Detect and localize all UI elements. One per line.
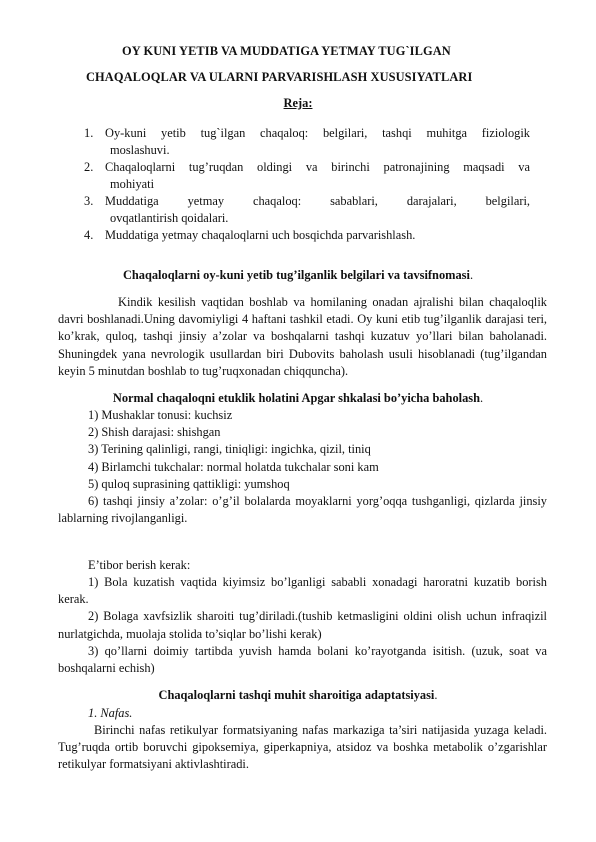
- plan-item: [84, 125, 530, 159]
- attention-label: E’tibor berish kerak:: [88, 558, 191, 572]
- apgar-criterion: 1) Mushaklar tonusi: kuchsiz: [88, 408, 233, 422]
- section-heading-adaptation: Chaqaloqlarni tashqi muhit sharoitiga adaptatsiyasi.: [158, 688, 438, 702]
- plan-item-text: Muddatiga yetmay chaqaloqlarni uch bosqichda parvarishlash.: [105, 228, 416, 242]
- apgar-criterion: 3) Terining qalinligi, rangi, tiniqligi: ingichka, qizil, tiniq: [88, 442, 371, 457]
- document-title-line-2: CHAQALOQLAR VA ULARNI PARVARISHLASH XUSUSIYATLARI: [86, 70, 473, 84]
- attention-item: 2) Bolaga xavfsizlik sharoiti tug’diriladi.(tushib ketmasligini oldini olish uchun infraqizil nurlatgichda, muolaja stolida to’siqlar bo’lishi kerak): [58, 609, 547, 641]
- document-title-line-1: OY KUNI YETIB VA MUDDATIGA YETMAY TUG`ILGAN: [122, 44, 451, 58]
- plan-list: [84, 125, 530, 244]
- plan-item-text: Chaqaloqlarni tug’ruqdan oldingi va birinchi patronajining maqsadi va: [105, 160, 530, 174]
- section-heading-signs: Chaqaloqlarni oy-kuni yetib tug’ilganlik belgilari va tavsifnomasi.: [122, 268, 474, 282]
- section-heading-text: Normal chaqaloqni etuklik holatini Apgar shkalasi bo’yicha baholash: [112, 391, 480, 405]
- plan-item-number: 1.: [84, 126, 94, 140]
- apgar-criterion: 2) Shish darajasi: shishgan: [88, 425, 221, 440]
- paragraph-neonatal-period: Kindik kesilish vaqtidan boshlab va homilaning onadan ajralishi bilan chaqaloqlik davri boshlanadi.Uning davomiyligi 4 haftani tashkil etadi. Oy kuni etib tug’ilganlik darajasi teri, ko’krak, quloq, tashqi jinsiy a’zolar va boshqalarni tashqi kuzatuv yo’llari bilan baholanadi. Shuningdek yana nevrologik usullardan biri Dubovits baholash usuli hisoblanadi (tug’ilgandan keyin 5 minutdan boshlab to tug’ruqxonadan chiqquncha).: [58, 295, 547, 378]
- attention-list: [58, 574, 547, 677]
- plan-item-text: Muddatiga yetmay chaqaloq: sabablari, darajalari, belgilari,: [105, 194, 530, 208]
- apgar-criteria-list: [58, 407, 547, 527]
- section-heading-text: Chaqaloqlarni tashqi muhit sharoitiga adaptatsiyasi: [158, 688, 435, 702]
- plan-item: [84, 193, 530, 227]
- section-heading-apgar: Normal chaqaloqni etuklik holatini Apgar shkalasi bo’yicha baholash.: [112, 391, 484, 405]
- plan-item: [84, 227, 530, 244]
- plan-item-number: 4.: [84, 228, 94, 242]
- plan-item-text-continued: mohiyati: [110, 177, 155, 191]
- apgar-criterion: 6) tashqi jinsiy a’zolar: o’g’il bolalarda moyaklarni yorg’oqqa tushganligi, qizlarda jinsiy lablarning rivojlanganligi.: [58, 494, 547, 526]
- subheading-breathing: 1. Nafas.: [88, 706, 133, 720]
- apgar-criterion: 5) quloq suprasining qattikligi: yumshoq: [88, 476, 290, 491]
- attention-item: 1) Bola kuzatish vaqtida kiyimsiz bo’lganligi sababli xonadagi haroratni kuzatib borish kerak.: [58, 575, 547, 607]
- plan-item-text-continued: ovqatlantirish qoidalari.: [110, 211, 229, 225]
- apgar-criterion: 4) Birlamchi tukchalar: normal holatda tukchalar soni kam: [88, 459, 379, 474]
- paragraph-breathing: Birinchi nafas retikulyar formatsiyaning nafas markaziga ta’siri natijasida yuzaga keladi. Tug’ruqda ortib boruvchi gipoksemiya, giperkapniya, atsidoz va boshka metabolik o’zgarishlar retikulyar formatsiyani aktivlashtiradi.: [58, 723, 547, 772]
- section-heading-text: Chaqaloqlarni oy-kuni yetib tug’ilganlik belgilari va tavsifnomasi: [122, 268, 470, 282]
- plan-item-number: 3.: [84, 194, 94, 208]
- plan-item-text-continued: moslashuvi.: [110, 143, 170, 157]
- plan-item-number: 2.: [84, 160, 94, 174]
- plan-item-text: Oy-kuni yetib tug`ilgan chaqaloq: belgilari, tashqi muhitga fiziologik: [105, 126, 530, 140]
- plan-heading: Reja:: [283, 96, 313, 110]
- attention-item: 3) qo’llarni doimiy tartibda yuvish hamda bolani ko’rayotganda isitish. (uzuk, soat va boshqalarni echish): [58, 643, 547, 676]
- plan-item: [84, 159, 530, 193]
